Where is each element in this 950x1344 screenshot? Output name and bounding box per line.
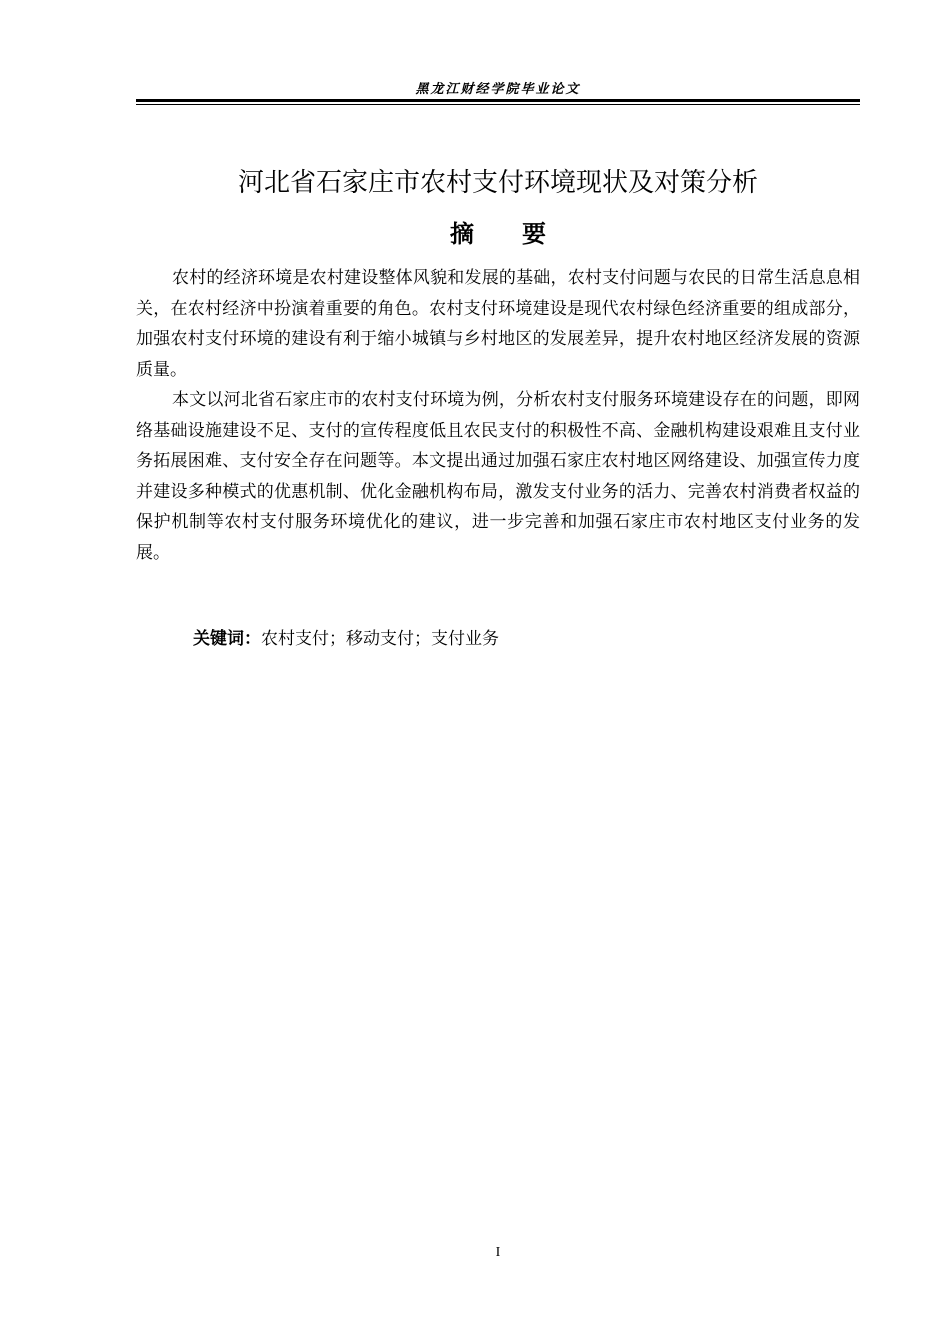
- abstract-body: [136, 263, 860, 568]
- abstract-paragraph-1: 农村的经济环境是农村建设整体风貌和发展的基础，农村支付问题与农民的日常生活息息相关，在农村经济中扮演着重要的角色。农村支付环境建设是现代农村绿色经济重要的组成部分，加强农村支付环境的建设有利于缩小城镇与乡村地区的发展差异，提升农村地区经济发展的资源质量。: [136, 268, 860, 380]
- header-rule-thick: [136, 99, 860, 102]
- page-number: I: [495, 1245, 501, 1260]
- abstract-paragraph-2: 本文以河北省石家庄市的农村支付环境为例，分析农村支付服务环境建设存在的问题，即网络基础设施建设不足、支付的宣传程度低且农民支付的积极性不高、金融机构建设艰难且支付业务拓展困难、支付安全存在问题等。本文提出通过加强石家庄农村地区网络建设、加强宣传力度并建设多种模式的优惠机制、优化金融机构布局，激发支付业务的活力、完善农村消费者权益的保护机制等农村支付服务环境优化的建议，进一步完善和加强石家庄市农村地区支付业务的发展。: [136, 390, 860, 563]
- keywords-line: [193, 624, 499, 654]
- abstract-heading: 摘要: [450, 220, 594, 248]
- document-title: 河北省石家庄市农村支付环境现状及对策分析: [237, 168, 758, 198]
- running-header: 黑龙江财经学院毕业论文: [415, 82, 581, 97]
- keywords-text: 农村支付；移动支付；支付业务: [261, 629, 499, 649]
- keywords-label: 关键词：: [193, 629, 261, 649]
- header-rule-thin: [136, 104, 860, 105]
